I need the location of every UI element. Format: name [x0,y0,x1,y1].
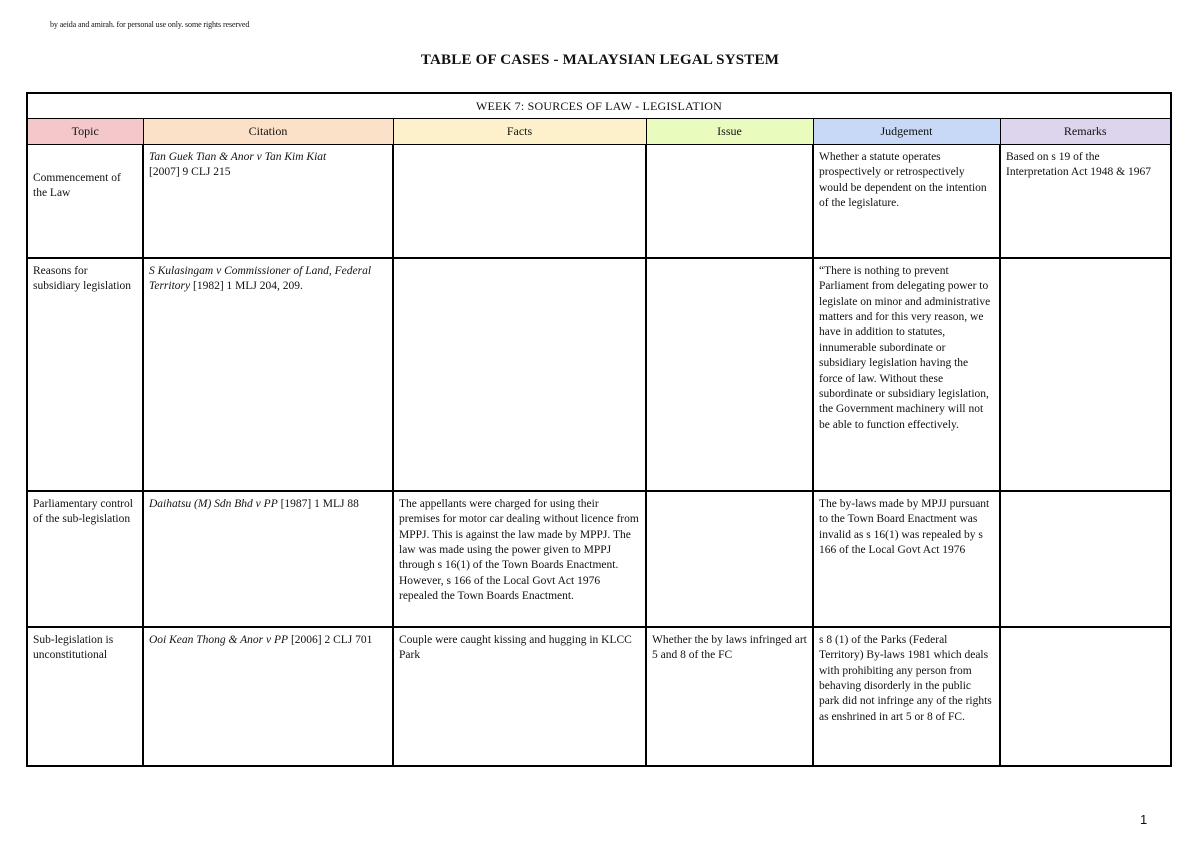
page-number: 1 [1140,812,1148,827]
case-name: Daihatsu (M) Sdn Bhd v PP [149,497,278,510]
judgement-cell: “There is nothing to prevent Parliament from delegating power to legislate on minor and administrative matters and for this very reason, we have in addition to statutes, innumerable subordinate or subsidiary legislation having the force of law. Without these subordinate or subsidiary legislation, the Government machinery will not be able to function effectively. [813,258,1000,491]
column-header-remarks: Remarks [1000,119,1171,144]
case-name: Ooi Kean Thong & Anor v PP [149,633,289,646]
topic-cell: Sub-legislation is unconstitutional [27,627,143,766]
facts-cell [393,144,646,258]
remarks-cell [1000,491,1171,627]
citation-cell [143,627,393,766]
remarks-cell [1000,258,1171,491]
week-heading-row [27,93,1171,119]
case-name: Tan Guek Tian & Anor v Tan Kim Kiat [149,150,327,163]
issue-cell [646,491,813,627]
column-header-citation: Citation [143,119,393,144]
case-name: S Kulasingam v Commissioner of Land, Federal Territory [149,264,372,293]
judgement-cell: Whether a statute operates prospectively or retrospectively would be dependent on the intention of the legislature. [813,144,1000,258]
judgement-cell: The by-laws made by MPJJ pursuant to the Town Board Enactment was invalid as s 16(1) was repealed by s 166 of the Local Govt Act 1976 [813,491,1000,627]
topic-cell: Commencement of the Law [27,144,143,258]
citation-cell [143,491,393,627]
table-row [27,144,1171,258]
topic-cell: Parliamentary control of the sub-legislation [27,491,143,627]
column-header-judgement: Judgement [813,119,1000,144]
facts-cell [393,258,646,491]
column-header-issue: Issue [646,119,813,144]
case-reference: [2006] 2 CLJ 701 [290,633,373,646]
case-reference: [1982] 1 MLJ 204, 209. [193,280,303,293]
cases-table [26,92,1172,767]
column-header-row [27,119,1171,144]
case-reference: [2007] 9 CLJ 215 [149,166,231,179]
judgement-cell: s 8 (1) of the Parks (Federal Territory) By-laws 1981 which deals with prohibiting any person from behaving disorderly in the public park did not infringe any of the rights as enshrined in art 5 or 8 of FC. [813,627,1000,766]
issue-cell [646,258,813,491]
table-row [27,627,1171,766]
column-header-topic: Topic [27,119,143,144]
facts-cell: Couple were caught kissing and hugging in KLCC Park [393,627,646,766]
facts-cell: The appellants were charged for using their premises for motor car dealing without licence from MPPJ. This is against the law made by MPPJ. The law was made using the power given to MPPJ through s 16(1) of the Town Boards Enactment. However, s 166 of the Local Govt Act 1976 repealed the Town Boards Enactment. [393,491,646,627]
citation-cell [143,258,393,491]
document-title: TABLE OF CASES - MALAYSIAN LEGAL SYSTEM [420,52,780,68]
header-note: by aeida and amirah. for personal use only. some rights reserved [50,20,250,29]
remarks-cell [1000,627,1171,766]
table-row [27,491,1171,627]
topic-cell: Reasons for subsidiary legislation [27,258,143,491]
column-header-facts: Facts [393,119,646,144]
week-heading: WEEK 7: SOURCES OF LAW - LEGISLATION [27,93,1171,119]
issue-cell [646,144,813,258]
issue-cell: Whether the by laws infringed art 5 and 8 of the FC [646,627,813,766]
table-row [27,258,1171,491]
case-reference: [1987] 1 MLJ 88 [280,497,359,510]
remarks-cell: Based on s 19 of the Interpretation Act 1948 & 1967 [1000,144,1171,258]
citation-cell [143,144,393,258]
